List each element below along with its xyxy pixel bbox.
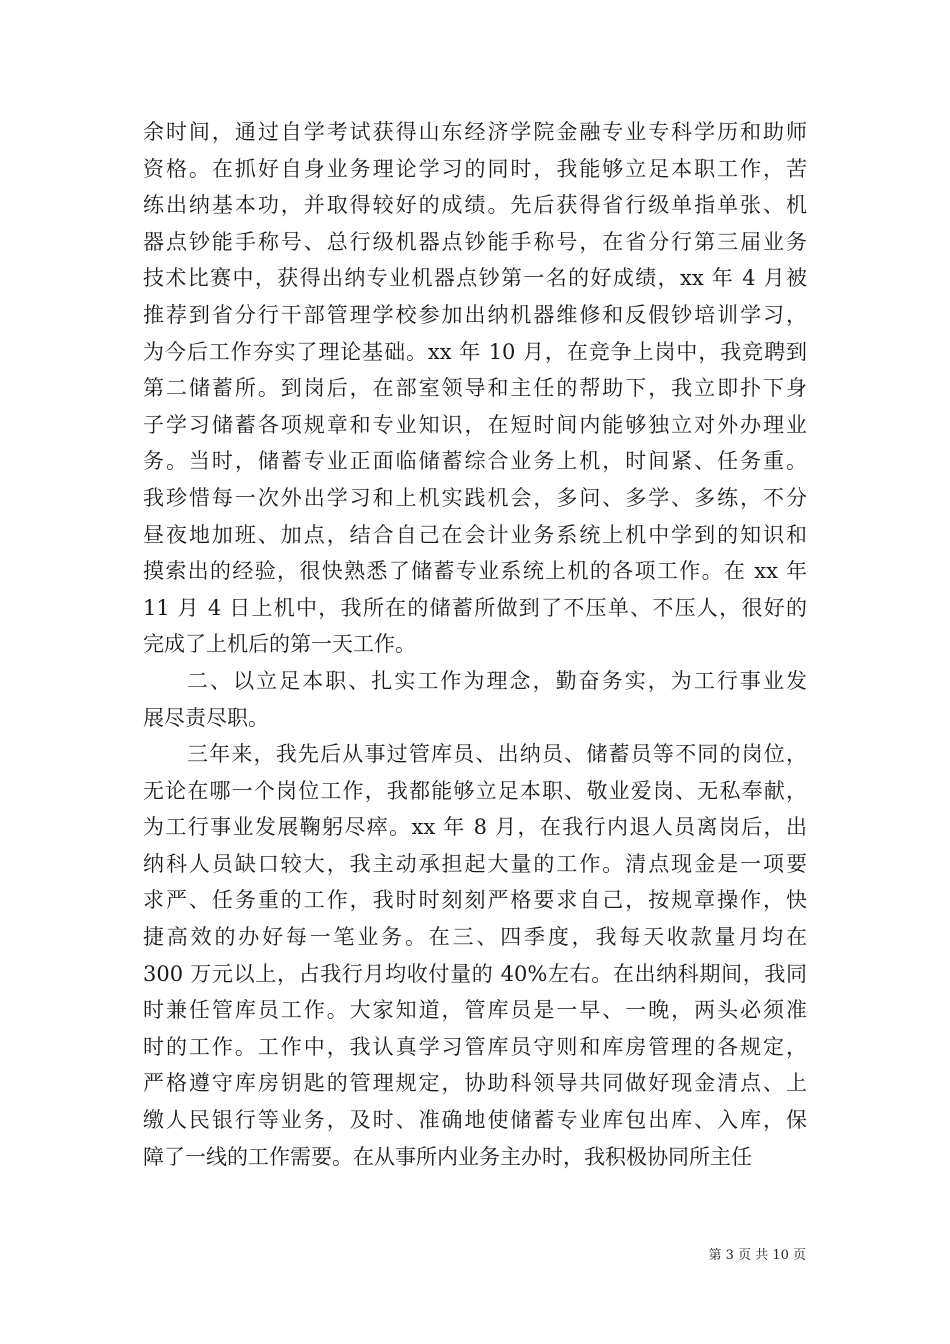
paragraph-line: 为今后工作夯实了理论基础。xx 年 10 月，在竞争上岗中，我竞聘到: [143, 339, 807, 364]
paragraph-line: 严格遵守库房钥匙的管理规定，协助科领导共同做好现金清点、上: [143, 1071, 807, 1096]
paragraph-line: 捷高效的办好每一笔业务。在三、四季度，我每天收款量月均在: [143, 925, 807, 950]
paragraph-line: 纳科人员缺口较大，我主动承担起大量的工作。清点现金是一项要: [143, 851, 807, 876]
paragraph-line: 求严、任务重的工作，我时时刻刻严格要求自己，按规章操作，快: [143, 888, 807, 913]
page-footer: 第 3 页 共 10 页: [708, 1248, 806, 1263]
paragraph-line: 三年来，我先后从事过管库员、出纳员、储蓄员等不同的岗位，: [187, 742, 807, 767]
paragraph-line: 我珍惜每一次外出学习和上机实践机会，多问、多学、多练，不分: [143, 485, 807, 510]
paragraph: [143, 736, 807, 1175]
paragraph-line: 第二储蓄所。到岗后，在部室领导和主任的帮助下，我立即扑下身: [143, 376, 807, 401]
paragraph-line: 余时间，通过自学考试获得山东经济学院金融专业专科学历和助师: [143, 120, 807, 144]
paragraph: [143, 114, 807, 663]
paragraph-line: 二、以立足本职、扎实工作为理念，勤奋务实，为工行事业发: [187, 668, 807, 693]
paragraph-line: 缴人民银行等业务，及时、准确地使储蓄专业库包出库、入库，保: [143, 1108, 807, 1133]
paragraph-line: 时兼任管库员工作。大家知道，管库员是一早、一晚，两头必须准: [143, 998, 807, 1023]
paragraph-line: 推荐到省分行干部管理学校参加出纳机器维修和反假钞培训学习，: [143, 302, 807, 327]
paragraph-line: 完成了上机后的第一天工作。: [143, 632, 416, 657]
paragraph-line: 资格。在抓好自身业务理论学习的同时，我能够立足本职工作，苦: [143, 156, 807, 181]
paragraph-line: 300 万元以上，占我行月均收付量的 40%左右。在出纳科期间，我同: [143, 961, 807, 986]
paragraph-line: 练出纳基本功，并取得较好的成绩。先后获得省行级单指单张、机: [143, 193, 807, 218]
paragraph-line: 器点钞能手称号、总行级机器点钞能手称号，在省分行第三届业务: [143, 229, 807, 254]
paragraph-line: 摸索出的经验，很快熟悉了储蓄专业系统上机的各项工作。在 xx 年: [143, 559, 807, 584]
paragraph-line: 障了一线的工作需要。在从事所内业务主办时，我积极协同所主任: [143, 1144, 752, 1169]
paragraph-line: 时的工作。工作中，我认真学习管库员守则和库房管理的各规定，: [143, 1034, 807, 1059]
paragraph-line: 技术比赛中，获得出纳专业机器点钞第一名的好成绩，xx 年 4 月被: [143, 266, 807, 291]
paragraph-line: 展尽责尽职。: [143, 705, 269, 730]
paragraph-line: 11 月 4 日上机中，我所在的储蓄所做到了不压单、不压人，很好的: [143, 595, 807, 620]
paragraph-line: 昼夜地加班、加点，结合自己在会计业务系统上机中学到的知识和: [143, 522, 807, 547]
paragraph-line: 务。当时，储蓄专业正面临储蓄综合业务上机，时间紧、任务重。: [143, 449, 807, 474]
paragraph-line: 无论在哪一个岗位工作，我都能够立足本职、敬业爱岗、无私奉献，: [143, 778, 807, 803]
document-body: [143, 114, 807, 1175]
paragraph: [143, 663, 807, 736]
paragraph-line: 为工行事业发展鞠躬尽瘁。xx 年 8 月，在我行内退人员离岗后，出: [143, 815, 807, 840]
paragraph-line: 子学习储蓄各项规章和专业知识，在短时间内能够独立对外办理业: [143, 412, 807, 437]
